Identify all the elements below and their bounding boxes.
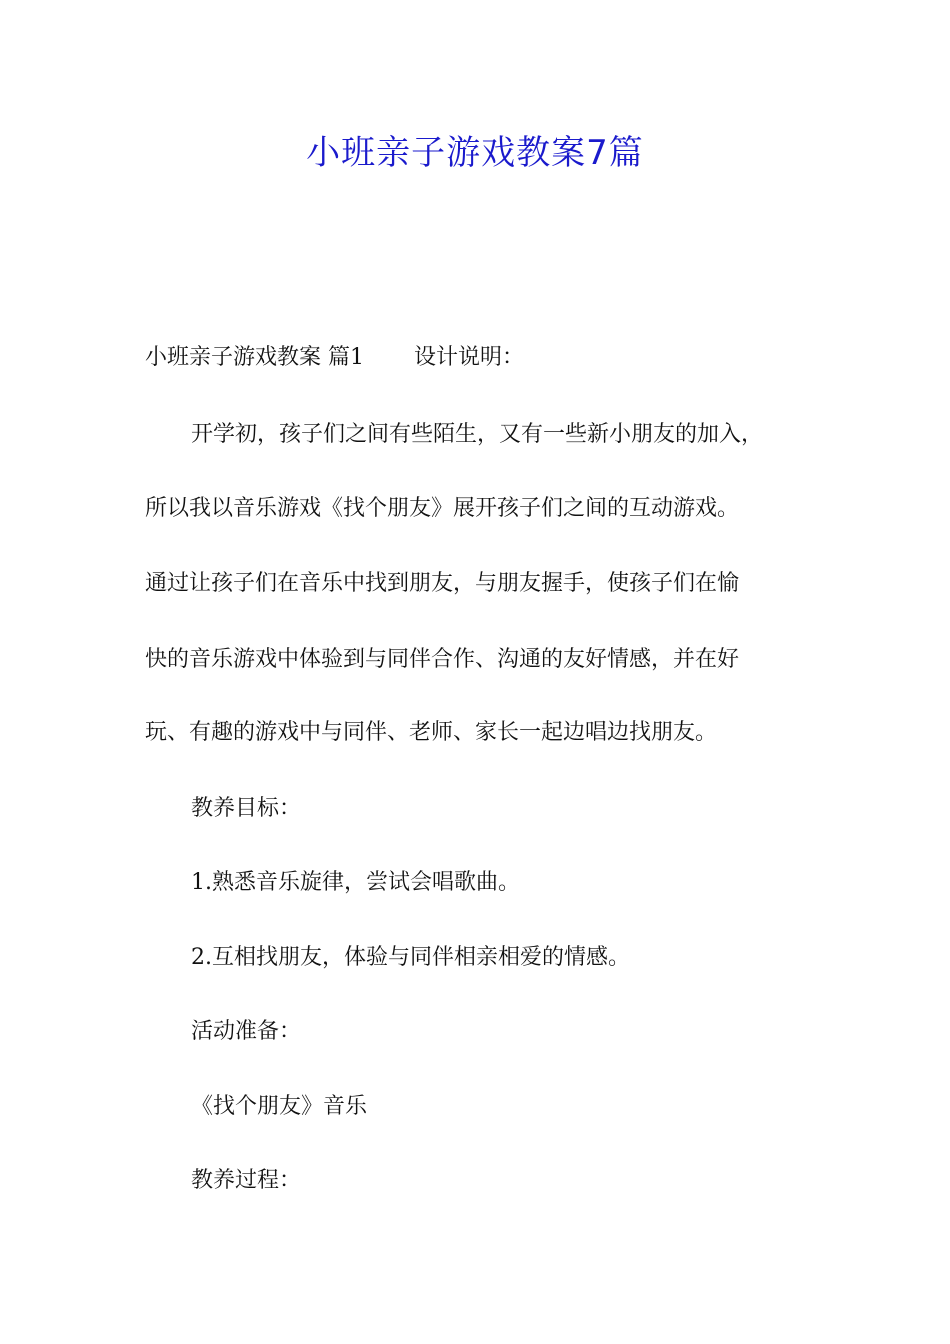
paragraph-line: 通过让孩子们在音乐中找到朋友，与朋友握手，使孩子们在愉 (145, 571, 740, 596)
prep-item: 《找个朋友》音乐 (191, 1094, 368, 1119)
paragraph-line: 玩、有趣的游戏中与同伴、老师、家长一起边唱边找朋友。 (145, 720, 718, 745)
section-heading-line (145, 343, 524, 373)
design-label: 设计说明： (414, 345, 525, 370)
goal-item: 2.互相找朋友，体验与同伴相亲相爱的情感。 (191, 945, 630, 970)
goal-item: 1.熟悉音乐旋律，尝试会唱歌曲。 (191, 870, 520, 895)
paragraph-line: 开学初，孩子们之间有些陌生，又有一些新小朋友的加入， (191, 422, 764, 447)
document-title: 小班亲子游戏教案7篇 (306, 133, 644, 173)
section-heading: 小班亲子游戏教案 篇1 (145, 345, 364, 370)
goals-heading: 教养目标： (191, 796, 302, 821)
paragraph-line: 所以我以音乐游戏《找个朋友》展开孩子们之间的互动游戏。 (145, 496, 740, 521)
prep-heading: 活动准备： (191, 1019, 302, 1044)
process-heading: 教养过程： (191, 1168, 302, 1193)
paragraph-line: 快的音乐游戏中体验到与同伴合作、沟通的友好情感，并在好 (145, 647, 740, 672)
